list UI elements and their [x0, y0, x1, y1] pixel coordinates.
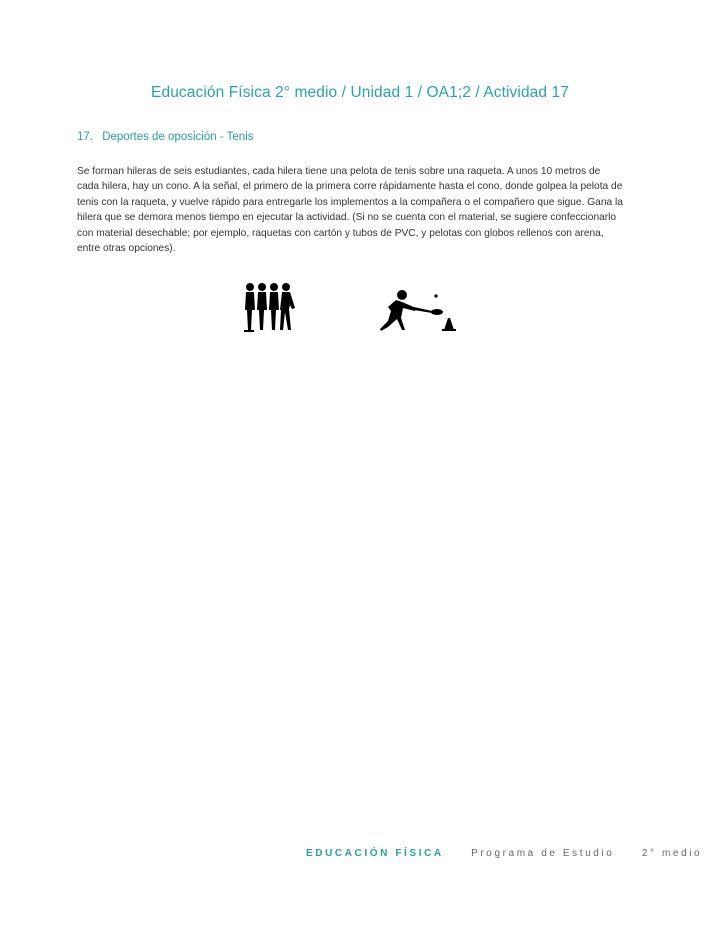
- section-number: 17.: [77, 131, 93, 143]
- students-in-line-icon: [240, 282, 302, 332]
- tennis-player-icon: [376, 288, 458, 334]
- footer-program: Programa de Estudio: [471, 848, 615, 859]
- page-footer: [306, 848, 702, 859]
- footer-subject: EDUCACIÓN FÍSICA: [306, 848, 444, 859]
- page-title: Educación Física 2° medio / Unidad 1 / OA1;2 / Actividad 17: [151, 84, 569, 101]
- section-heading: [77, 131, 254, 143]
- footer-grade: 2° medio: [641, 848, 703, 859]
- activity-description: Se forman hileras de seis estudiantes, cada hilera tiene una pelota de tenis sobre una raqueta. A unos 10 metros de cada hilera, hay un cono. A la señal, el primero de la primera corre rápidamente hasta el cono, donde golpea la pelota de tenis con la raqueta, y vuelve rápido para entregarle los implementos a la compañera o el compañero que sigue. Gana la hilera que se demora menos tiempo en ejecutar la actividad. (Si no se cuenta con el material, se sugiere confeccionarlo con material desechable; por ejemplo, raquetas con cartón y tubos de PVC, y pelotas con globos rellenos con arena, entre otras opciones).: [77, 166, 623, 255]
- section-title: Deportes de oposición - Tenis: [102, 131, 254, 143]
